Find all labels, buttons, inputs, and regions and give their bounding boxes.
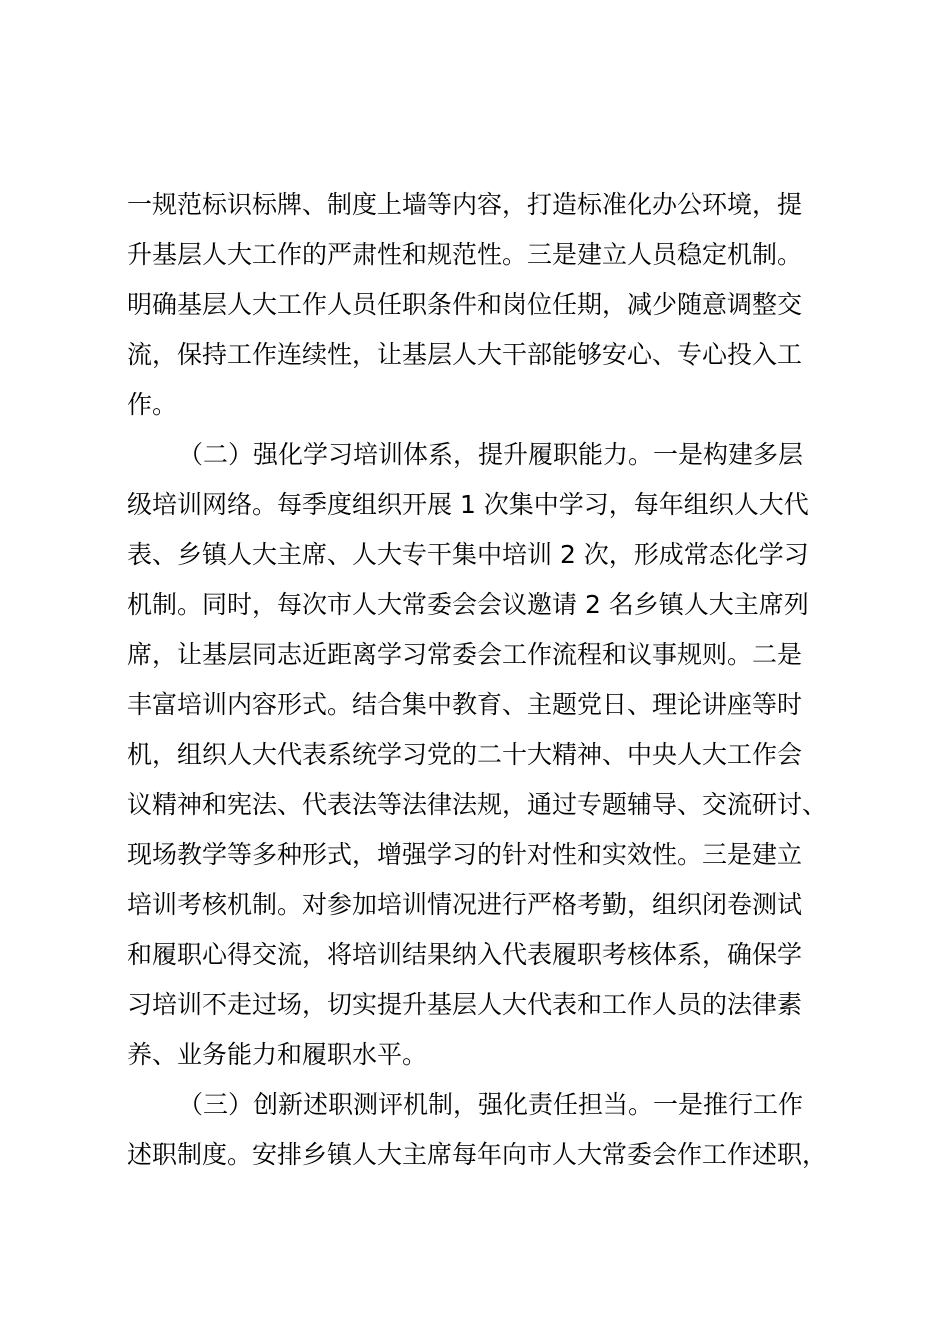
text-line: 习培训不走过场，切实提升基层人大代表和工作人员的法律素 <box>127 990 803 1019</box>
text-line: 机，组织人大代表系统学习党的二十大精神、中央人大工作会 <box>127 740 803 769</box>
text-line: 流，保持工作连续性，让基层人大干部能够安心、专心投入工 <box>127 340 803 369</box>
text-line: 席，让基层同志近距离学习常委会工作流程和议事规则。二是 <box>127 640 803 669</box>
text-line: 级培训网络。每季度组织开展 1 次集中学习，每年组织人大代 <box>127 490 809 519</box>
text-line: 明确基层人大工作人员任职条件和岗位任期，减少随意调整交 <box>127 290 803 319</box>
text-line: 现场教学等多种形式，增强学习的针对性和实效性。三是建立 <box>127 840 803 869</box>
text-line: 机制。同时，每次市人大常委会会议邀请 2 名乡镇人大主席列 <box>127 590 809 619</box>
paragraph-heading-line: （二）强化学习培训体系，提升履职能力。一是构建多层 <box>178 440 804 469</box>
text-line: 表、乡镇人大主席、人大专干集中培训 2 次，形成常态化学习 <box>127 540 809 569</box>
text-line: 议精神和宪法、代表法等法律法规，通过专题辅导、交流研讨、 <box>127 790 828 819</box>
text-line: 述职制度。安排乡镇人大主席每年向市人大常委会作工作述职， <box>127 1140 828 1169</box>
text-line: 作。 <box>127 390 178 419</box>
paragraph-heading-line: （三）创新述职测评机制，强化责任担当。一是推行工作 <box>178 1090 804 1119</box>
text-line: 丰富培训内容形式。结合集中教育、主题党日、理论讲座等时 <box>127 690 803 719</box>
text-line: 和履职心得交流，将培训结果纳入代表履职考核体系，确保学 <box>127 940 803 969</box>
text-line: 培训考核机制。对参加培训情况进行严格考勤，组织闭卷测试 <box>127 890 803 919</box>
text-line: 养、业务能力和履职水平。 <box>127 1040 428 1069</box>
text-line: 升基层人大工作的严肃性和规范性。三是建立人员稳定机制。 <box>127 240 803 269</box>
text-line: 一规范标识标牌、制度上墙等内容，打造标准化办公环境，提 <box>127 190 803 219</box>
